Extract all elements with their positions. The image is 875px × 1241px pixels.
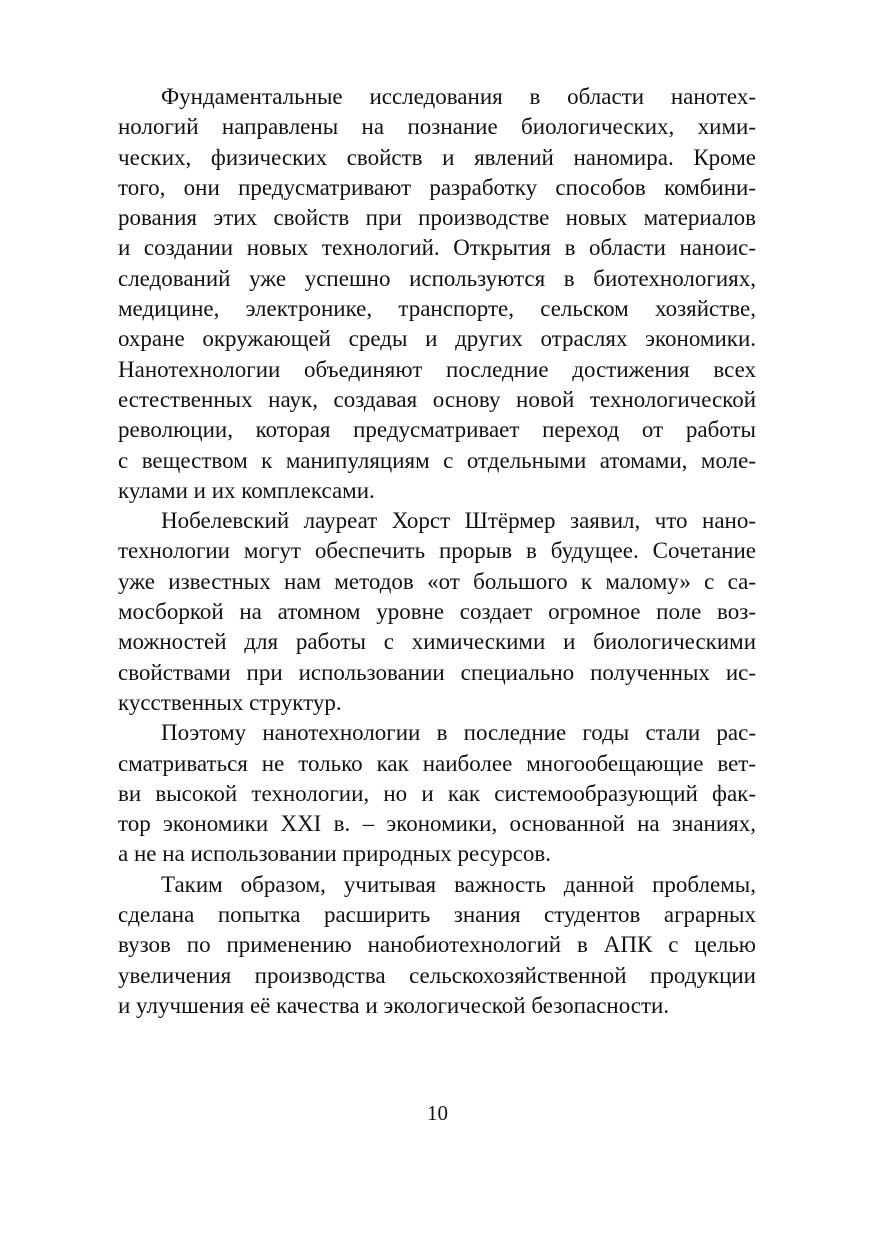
text-line: нологий направлены на познание биологических, хими- [118, 114, 756, 140]
page-number: 10 [427, 1101, 448, 1125]
text-line: естественных наук, создавая основу новой технологической [118, 386, 756, 412]
text-line: уже известных нам методов «от большого к малому» с са- [118, 568, 756, 594]
text-line: и создании новых технологий. Открытия в области наноис- [118, 235, 756, 261]
paragraph-4 [118, 870, 756, 1021]
text-line: можностей для работы с химическими и биологическими [118, 629, 756, 655]
text-line: кусственных структур. [118, 689, 342, 715]
paragraph-3 [118, 718, 756, 869]
text-line: с веществом к манипуляциям с отдельными атомами, моле- [118, 447, 756, 473]
text-line: ческих, физических свойств и явлений наномира. Кроме [118, 144, 756, 170]
paragraph-2 [118, 506, 756, 718]
text-line: мосборкой на атомном уровне создает огромное поле воз- [118, 599, 756, 625]
text-line: сматриваться не только как наиболее многообещающие вет- [118, 750, 756, 776]
text-line: ви высокой технологии, но и как системообразующий фак- [118, 780, 756, 806]
text-line: кулами и их комплексами. [118, 477, 375, 503]
text-line: Поэтому нанотехнологии в последние годы стали рас- [161, 720, 756, 746]
text-line: Нанотехнологии объединяют последние достижения всех [118, 356, 756, 382]
text-line: охране окружающей среды и других отраслях экономики. [118, 326, 756, 352]
text-line: Нобелевский лауреат Хорст Штёрмер заявил, что нано- [161, 508, 756, 534]
text-line: технологии могут обеспечить прорыв в будущее. Сочетание [118, 538, 756, 564]
text-line: сделана попытка расширить знания студентов аграрных [118, 902, 756, 928]
text-line: а не на использовании природных ресурсов. [118, 841, 552, 867]
paragraph-1 [118, 82, 756, 506]
text-line: вузов по применению нанобиотехнологий в АПК с целью [118, 932, 756, 958]
text-line: Фундаментальные исследования в области нанотех- [161, 84, 756, 109]
text-line: того, они предусматривают разработку способов комбини- [118, 174, 756, 200]
text-line: тор экономики XXI в. – экономики, основанной на знаниях, [118, 811, 756, 837]
text-line: и улучшения её качества и экологической безопасности. [118, 992, 670, 1018]
text-line: медицине, электронике, транспорте, сельском хозяйстве, [118, 296, 756, 322]
text-line: увеличения производства сельскохозяйственной продукции [118, 962, 756, 988]
text-line: Таким образом, учитывая важность данной проблемы, [161, 871, 756, 897]
text-line: следований уже успешно используются в биотехнологиях, [118, 265, 756, 291]
text-line: рования этих свойств при производстве новых материалов [118, 205, 756, 231]
page-body [118, 82, 756, 1021]
text-line: свойствами при использовании специально полученных ис- [118, 659, 756, 685]
text-line: революции, которая предусматривает переход от работы [118, 417, 756, 443]
